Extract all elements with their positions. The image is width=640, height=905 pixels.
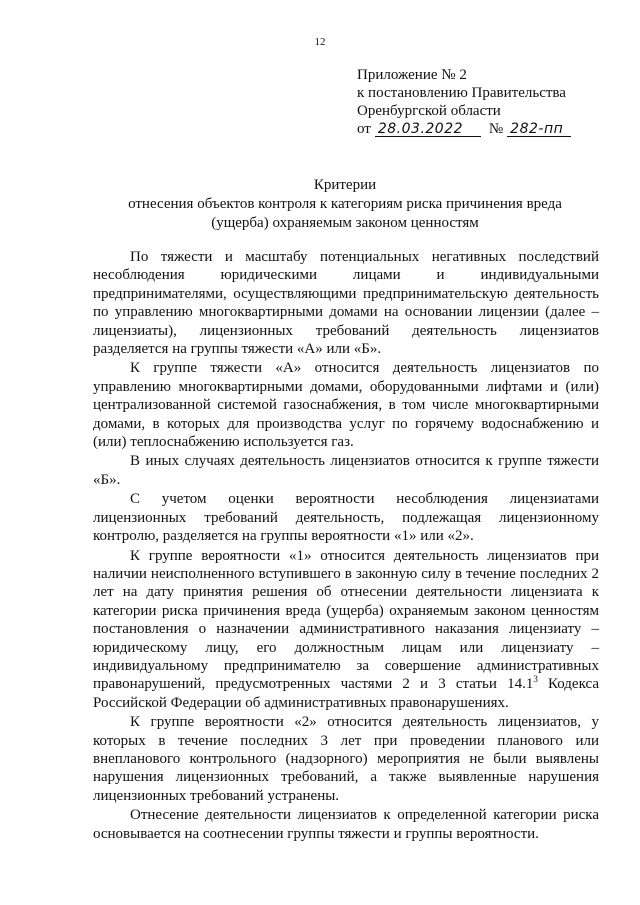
paragraph-probability-1-tail: Кодекса Российской Федерации об административных правонарушениях.	[93, 676, 600, 711]
title-heading: Критерии	[313, 177, 377, 193]
paragraph-probability-2: К группе вероятности «2» относится деятельность лицензиатов, у которых в течение последних 3 лет при проведении планового или внепланового контрольного (надзорного) мероприятия не были выявлены нарушения лицензионных требований, а также выявленные нарушения лицензионных требований устранены.	[93, 714, 599, 804]
handwritten-date: 28.03.2022	[375, 122, 481, 137]
page-number: 12	[314, 36, 326, 48]
title-subtitle-line-2: (ущерба) охраняемым законом ценностям	[211, 215, 479, 231]
paragraph-group-b: В иных случаях деятельность лицензиатов относится к группе тяжести «Б».	[93, 453, 599, 488]
article-superscript: 3	[533, 674, 538, 685]
title-subtitle-line-1: отнесения объектов контроля к категориям риска причинения вреда	[128, 196, 562, 212]
paragraph-severity-groups: По тяжести и масштабу потенциальных негативных последствий несоблюдения юридическими лицами и индивидуальными предпринимателями, осуществляющими предпринимательскую деятельность по управлению многоквартирными домами на основании лицензии (далее – лицензиаты), лицензионных требований деятельность лицензиатов разделяется на группы тяжести «А» или «Б».	[93, 249, 599, 358]
paragraph-risk-category: Отнесение деятельности лицензиатов к определенной категории риска основывается на соотнесении группы тяжести и группы вероятности.	[93, 807, 599, 842]
paragraph-group-a: К группе тяжести «А» относится деятельность лицензиатов по управлению многоквартирными домами, оборудованными лифтами и (или) централизованной системой газоснабжения, в том числе многоквартирными домами, в которых для производства услуг по горячему водоснабжению и (или) теплоснабжению используется газ.	[93, 360, 599, 451]
document-title	[92, 176, 598, 233]
appendix-block	[357, 66, 627, 138]
handwritten-number: 282-пп	[507, 122, 571, 137]
paragraph-probability-1	[93, 547, 599, 713]
from-label: от	[357, 121, 371, 137]
appendix-reference: к постановлению Правительства	[357, 85, 566, 101]
appendix-title: Приложение № 2	[357, 67, 467, 83]
document-body	[93, 248, 599, 843]
number-label: №	[488, 121, 504, 137]
paragraph-probability-1-text: К группе вероятности «1» относится деятельность лицензиатов при наличии неисполненного вступившего в законную силу в течение последних 2 лет на дату принятия решения об отнесении деятельности лицензиата к категории риска причинения вреда (ущерба) охраняемым законом ценностям постановления о назначении административного наказания лицензиату – юридическому лицу, его должностным лицам или лицензиату – индивидуальному предпринимателю за совершение административных правонарушений, предусмотренных частями 2 и 3 статьи 14.1	[93, 547, 599, 693]
appendix-region: Оренбургской области	[357, 103, 501, 119]
appendix-date-number-line	[357, 120, 627, 138]
paragraph-probability-groups: С учетом оценки вероятности несоблюдения лицензиатами лицензионных требований деятельность, подлежащая лицензионному контролю, разделяется на группы вероятности «1» или «2».	[93, 491, 599, 545]
